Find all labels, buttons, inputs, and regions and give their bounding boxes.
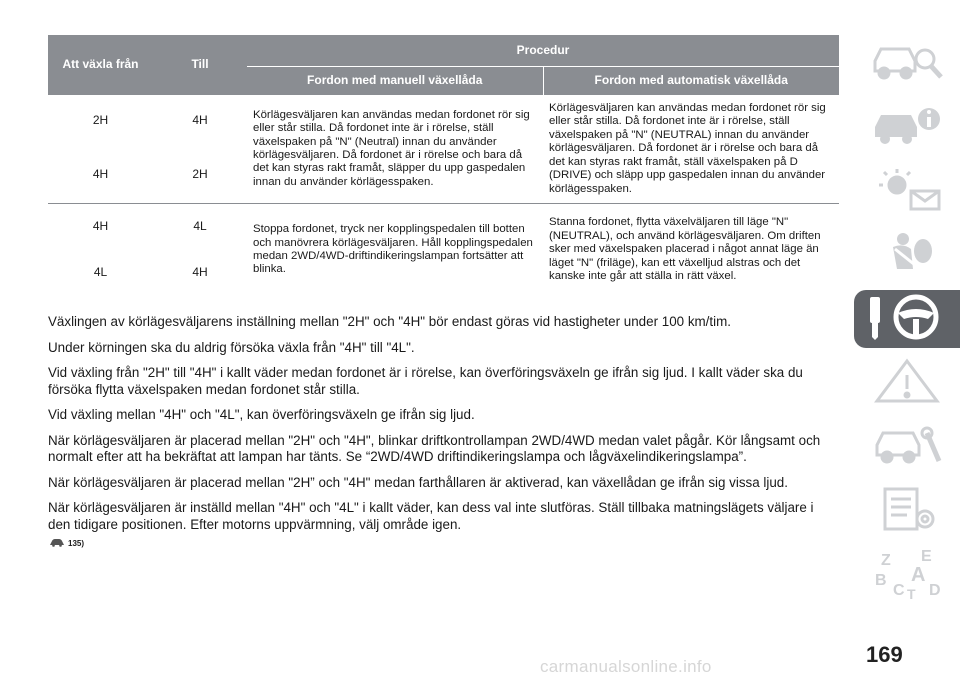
index-letter: E: [921, 547, 932, 565]
index-letter: C: [893, 581, 905, 599]
table-row: [48, 95, 839, 147]
index-letter: T: [907, 585, 916, 601]
to-cell: 2H: [153, 147, 247, 204]
to-cell: 4H: [192, 113, 208, 128]
paragraph: Vid växling mellan "4H" och "4L", kan överföringsväxeln ge ifrån sig ljud.: [48, 407, 475, 422]
tab-emergency[interactable]: [854, 354, 960, 412]
from-cell: 4L: [93, 265, 108, 280]
index-letter: D: [929, 581, 941, 599]
car-service-icon: [867, 421, 947, 474]
footnote-reference[interactable]: [49, 537, 84, 549]
paragraph: När körlägesväljaren är placerad mellan "2H" och "4H", blinkar driftkontrollampan 2WD/4WD medan valet pågår. Kör långsamt och normalt efter att ha bekräftat att lampan har tänts. Se “2WD/4WD driftindikeringslampa och lågväxelindikeringslampa”.: [48, 432, 821, 464]
body-text: [48, 314, 838, 542]
tab-car-search[interactable]: [854, 34, 960, 92]
paragraph: När körlägesväljaren är inställd mellan "4H" och "4L" i kallt väder, kan dess val inte slutföras. Ställ tillbaka matningslägets väljare i den tidigare positionen. Efter motorns uppvärmning, välj område igen.: [48, 500, 814, 532]
index-letters-icon: [867, 545, 947, 606]
to-cell: 4L: [193, 219, 207, 234]
from-cell: 4H: [92, 219, 109, 234]
manual-procedure-cell: Stoppa fordonet, tryck ner kopplingspedalen till botten och manövrera körlägesväljaren. Håll kopplingspedalen medan 2WD/4WD-driftindikeringslampan fortsätter att blinka.: [253, 223, 533, 276]
tab-maintenance[interactable]: [854, 418, 960, 476]
tab-car-info[interactable]: [854, 98, 960, 156]
paragraph: Vid växling från "2H" till "4H" i kallt väder medan fordonet är i rörelse, kan överföringsväxeln ge ifrån sig ljud. I kallt väder ska du försöka flytta växelspaken medan fordonet står stilla.: [48, 365, 803, 397]
tab-dashboard-lights[interactable]: [854, 162, 960, 220]
tab-index[interactable]: [854, 546, 960, 604]
automatic-procedure-cell: Stanna fordonet, flytta växelväljaren till läge "N" (NEUTRAL), och använd körlägesväljaren. Om driften sker med växelspaken placerad i något annat läge än läget "N" (friläge), kan ett växelljud alstras och det kanske inte går att ställa in rätt växel.: [549, 216, 821, 283]
watermark: carmanualsonline.info: [540, 657, 712, 676]
to-cell: 4H: [192, 265, 208, 280]
car-warning-icon: [49, 537, 68, 549]
dashboard-lights-icon: [867, 165, 947, 218]
col-procedure-header: Procedur: [247, 35, 839, 66]
warning-road-icon: [867, 357, 947, 410]
col-to-header: Till: [153, 35, 247, 95]
specs-list-icon: [867, 485, 947, 538]
shift-procedure-table: [48, 35, 839, 296]
manual-procedure-cell: Körlägesväljaren kan användas medan fordonet rör sig eller står stilla. Då fordonet inte är i rörelse, ställ växelspaken på "N" (Neutral) innan du använder körlägesväljaren. Då fordonet är i rörelse och bara då det kan styras rakt framåt, släpper du upp gaspedalen innan du använder körlägesspaken.: [247, 95, 543, 204]
key-steering-icon: [862, 291, 952, 348]
tab-technical-data[interactable]: [854, 482, 960, 540]
from-cell: 2H: [92, 113, 109, 128]
table-row: [48, 204, 839, 251]
from-cell: 4H: [48, 147, 153, 204]
tab-starting-driving[interactable]: [854, 290, 960, 348]
paragraph: Växlingen av körlägesväljarens inställning mellan "2H" och "4H" bör endast göras vid hastigheter under 100 km/tim.: [48, 314, 731, 329]
paragraph: När körlägesväljaren är placerad mellan "2H” och "4H" medan farthållaren är aktiverad, kan växellådan ge ifrån sig vissa ljud.: [48, 474, 788, 490]
car-info-icon: [867, 101, 947, 154]
col-automatic-header: Fordon med automatisk växellåda: [543, 66, 839, 95]
car-search-icon: [867, 37, 947, 90]
safety-airbag-icon: [867, 229, 947, 282]
procedure-section: [48, 35, 839, 296]
footnote-number: 135): [68, 538, 85, 548]
col-manual-header: Fordon med manuell växellåda: [247, 66, 543, 95]
index-letter: Z: [881, 551, 891, 569]
page-number: 169: [866, 642, 903, 667]
index-letter: A: [911, 563, 926, 586]
automatic-procedure-cell: Körlägesväljaren kan användas medan fordonet rör sig eller står stilla. Då fordonet inte är i rörelse, ställ växelspaken på "N" (NEUTRAL) innan du använder körlägesväljaren. Då fordonet är i rörelse och bara då det kan styras rakt framåt, ställ växelspaken på D (DRIVE) och släpp upp gaspedalen innan du använder körlägesspaken.: [543, 95, 839, 204]
col-from-header: Att växla från: [48, 35, 153, 95]
paragraph: Under körningen ska du aldrig försöka växla från "4H" till "4L".: [48, 339, 415, 355]
chapter-tabs: [854, 34, 960, 609]
index-letter: B: [875, 571, 887, 589]
tab-safety[interactable]: [854, 226, 960, 284]
